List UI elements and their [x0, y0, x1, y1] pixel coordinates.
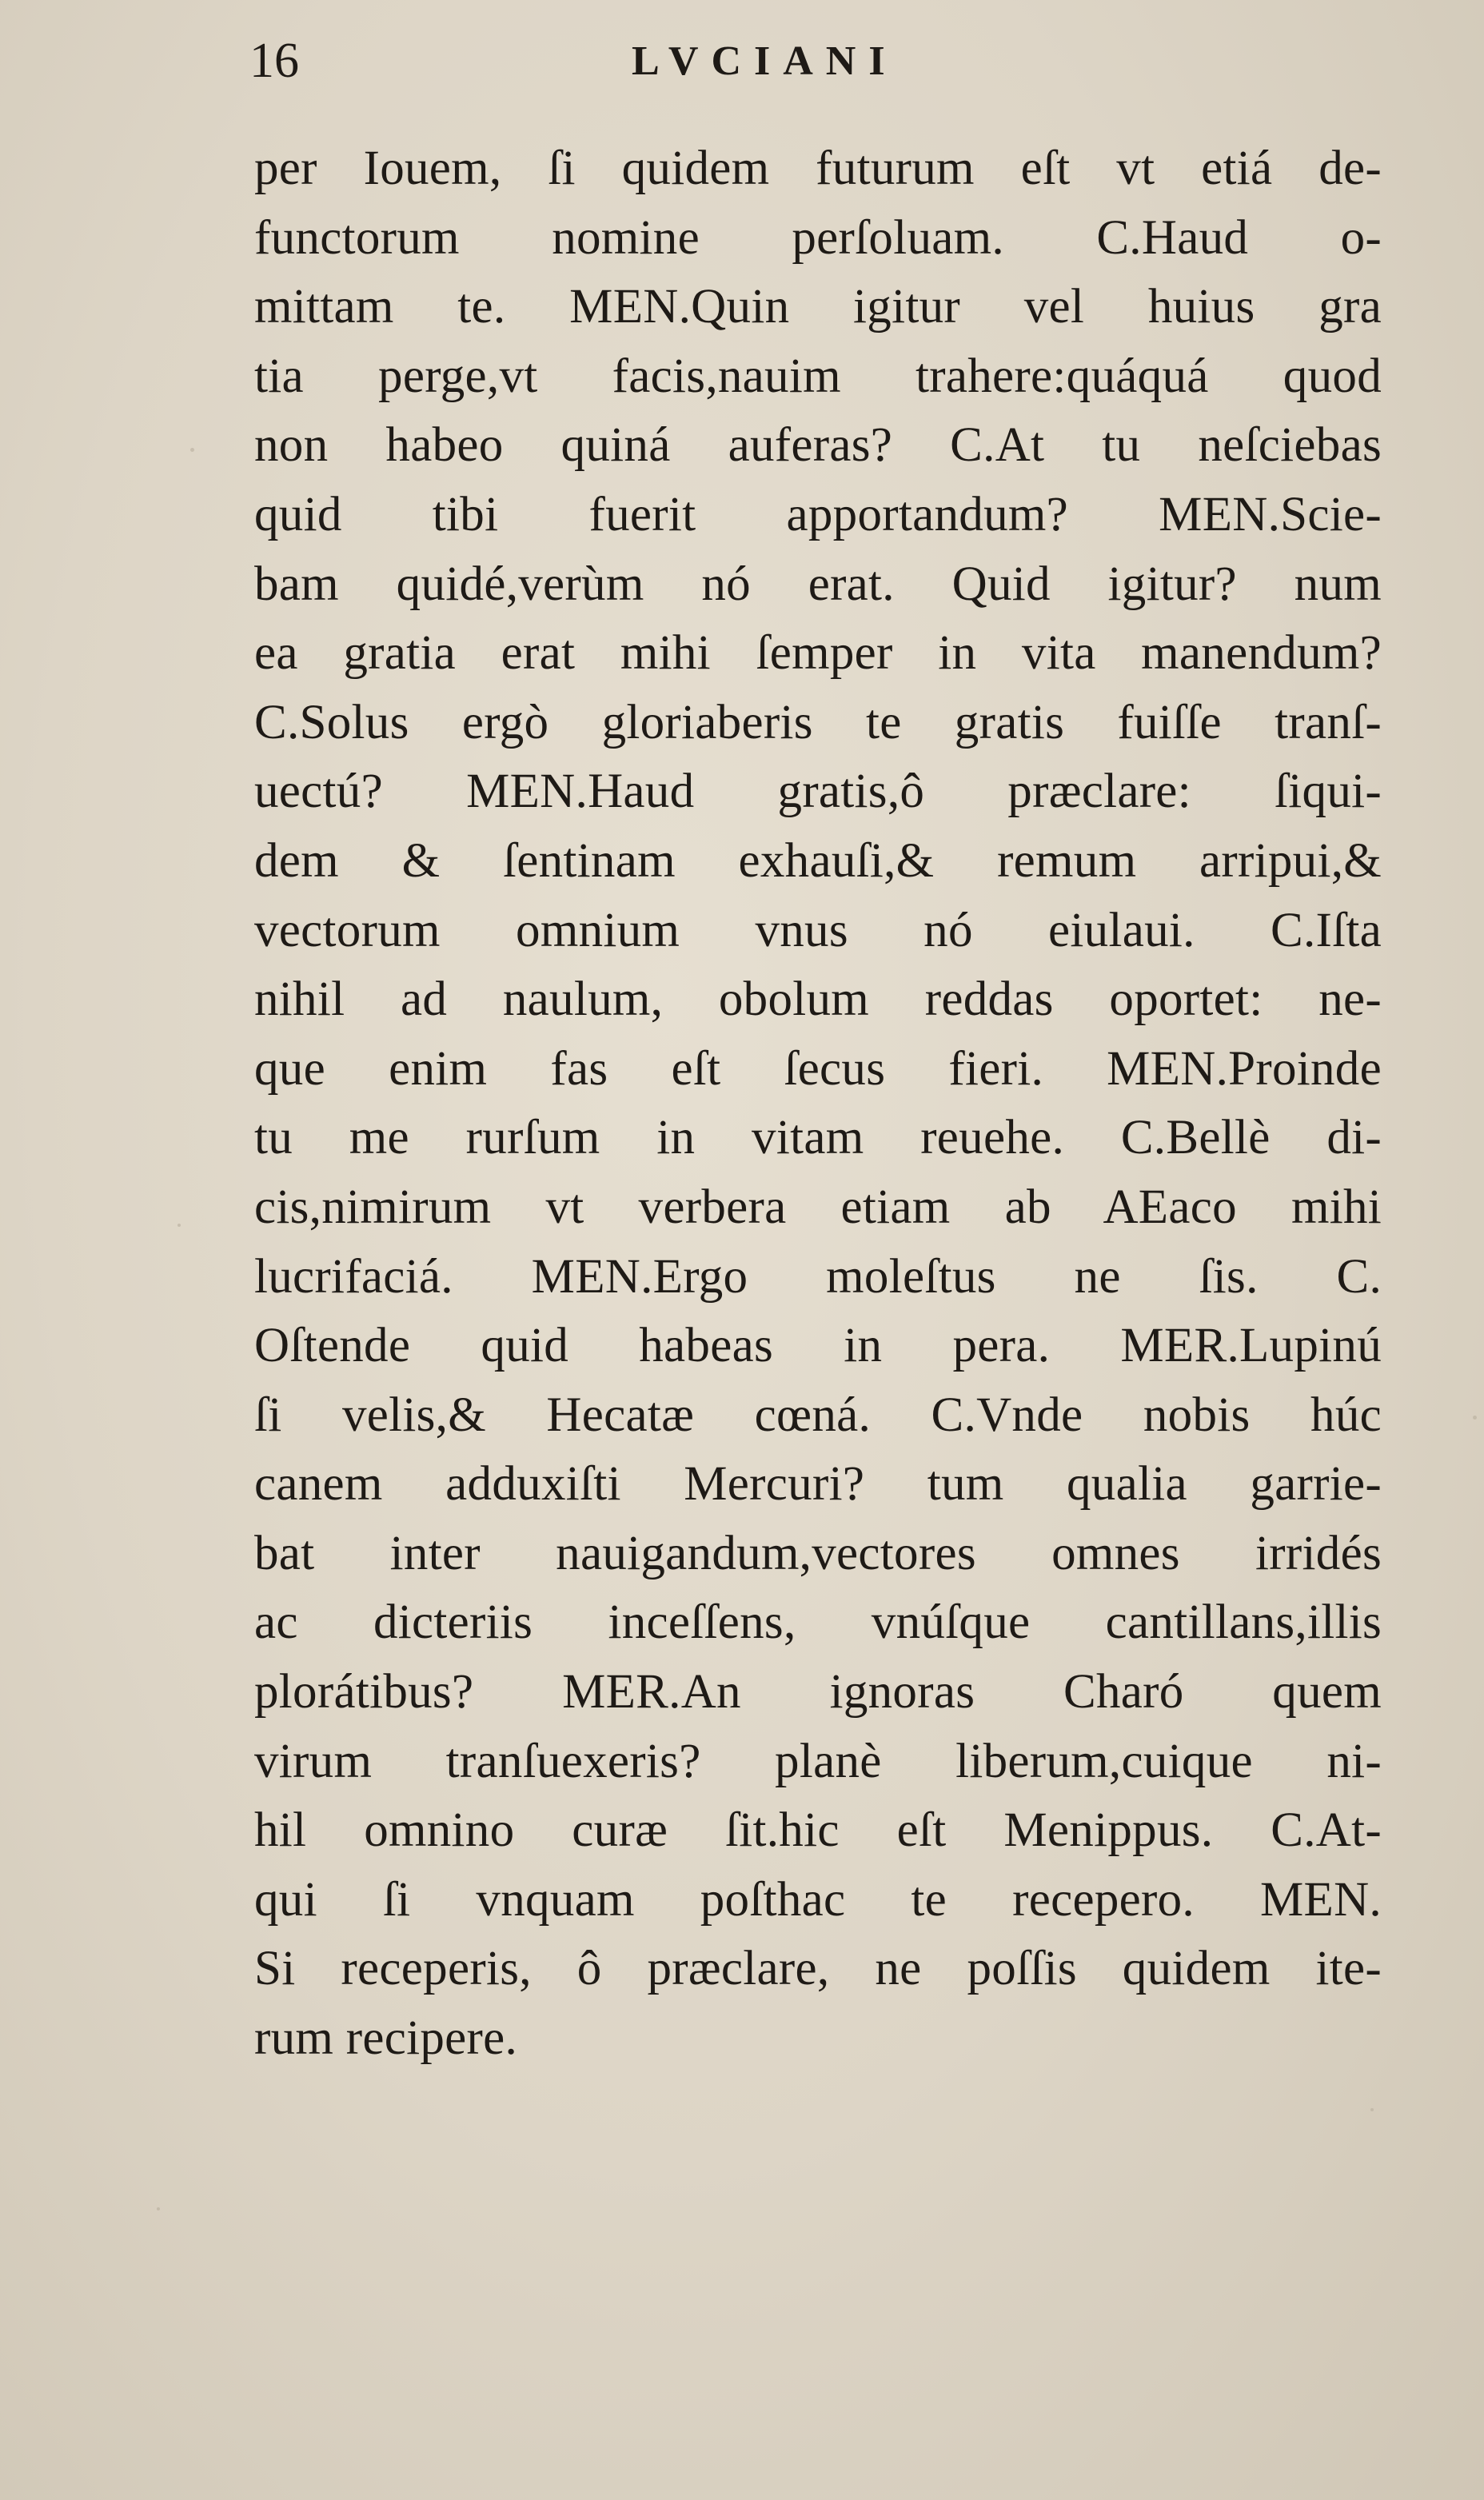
page-number: 16 — [249, 34, 299, 88]
paper-speck — [190, 448, 194, 452]
paper-speck — [1370, 2108, 1374, 2111]
text-line: canem adduxiſti Mercuri? tum qualia garrie- — [254, 1457, 1382, 1512]
paper-speck — [1473, 1416, 1477, 1420]
text-line: lucrifaciá. MEN.Ergo moleſtus ne ſis. C. — [254, 1249, 1382, 1304]
text-line: per Iouem, ſi quidem futurum eſt vt etiá de- — [254, 142, 1382, 195]
text-line: non habeo quiná auferas? C.At tu neſciebas — [254, 418, 1382, 473]
text-line: functorum nomine perſoluam. C.Haud o- — [254, 210, 1382, 265]
text-line: Si receperis, ô præclare, ne poſſis quidem ite- — [254, 1942, 1382, 1996]
body-text — [254, 134, 1382, 2074]
running-title: LVCIANI — [632, 38, 898, 84]
text-line: plorátibus? MER.An ignoras Charó quem — [254, 1665, 1382, 1719]
paper-speck — [157, 2207, 160, 2210]
text-line: qui ſi vnquam poſthac te recepero. MEN. — [254, 1872, 1382, 1927]
text-line: bam quidé,verùm nó erat. Quid igitur? num — [254, 557, 1382, 611]
text-line: bat inter nauigandum,vectores omnes irridés — [254, 1526, 1382, 1580]
text-line: vectorum omnium vnus nó eiulaui. C.Iſta — [254, 903, 1382, 957]
text-line: ac dicteriis inceſſens, vnúſque cantillans,illis — [254, 1595, 1382, 1650]
text-line: que enim fas eſt ſecus fieri. MEN.Proinde — [254, 1041, 1382, 1096]
text-line: hil omnino curæ ſit.hic eſt Menippus. C.At- — [254, 1803, 1382, 1858]
text-line: nihil ad naulum, obolum reddas oportet: ne- — [254, 972, 1382, 1027]
text-line: cis,nimirum vt verbera etiam ab AEaco mihi — [254, 1180, 1382, 1234]
text-line: virum tranſuexeris? planè liberum,cuique ni- — [254, 1734, 1382, 1788]
text-line: quid tibi fuerit apportandum? MEN.Scie- — [254, 487, 1382, 541]
text-line: ſi velis,& Hecatæ cœná. C.Vnde nobis húc — [254, 1388, 1382, 1442]
paper-speck — [178, 1224, 181, 1227]
text-line: rum recipere. — [254, 2011, 518, 2066]
text-line: uectú? MEN.Haud gratis,ô præclare: ſiqui- — [254, 765, 1382, 819]
running-head — [240, 24, 1383, 96]
text-line: mittam te. MEN.Quin igitur vel huius gra — [254, 280, 1382, 334]
text-line: dem & ſentinam exhauſi,& remum arripui,& — [254, 833, 1382, 888]
text-line: ea gratia erat mihi ſemper in vita manendum? — [254, 626, 1382, 681]
text-line: tu me rurſum in vitam reuehe. C.Bellè di- — [254, 1111, 1382, 1165]
text-line: tia perge,vt facis,nauim trahere:quáquá quod — [254, 349, 1382, 403]
text-line: C.Solus ergò gloriaberis te gratis fuiſſe tranſ- — [254, 695, 1382, 749]
text-line: Oſtende quid habeas in pera. MER.Lupinú — [254, 1319, 1382, 1373]
